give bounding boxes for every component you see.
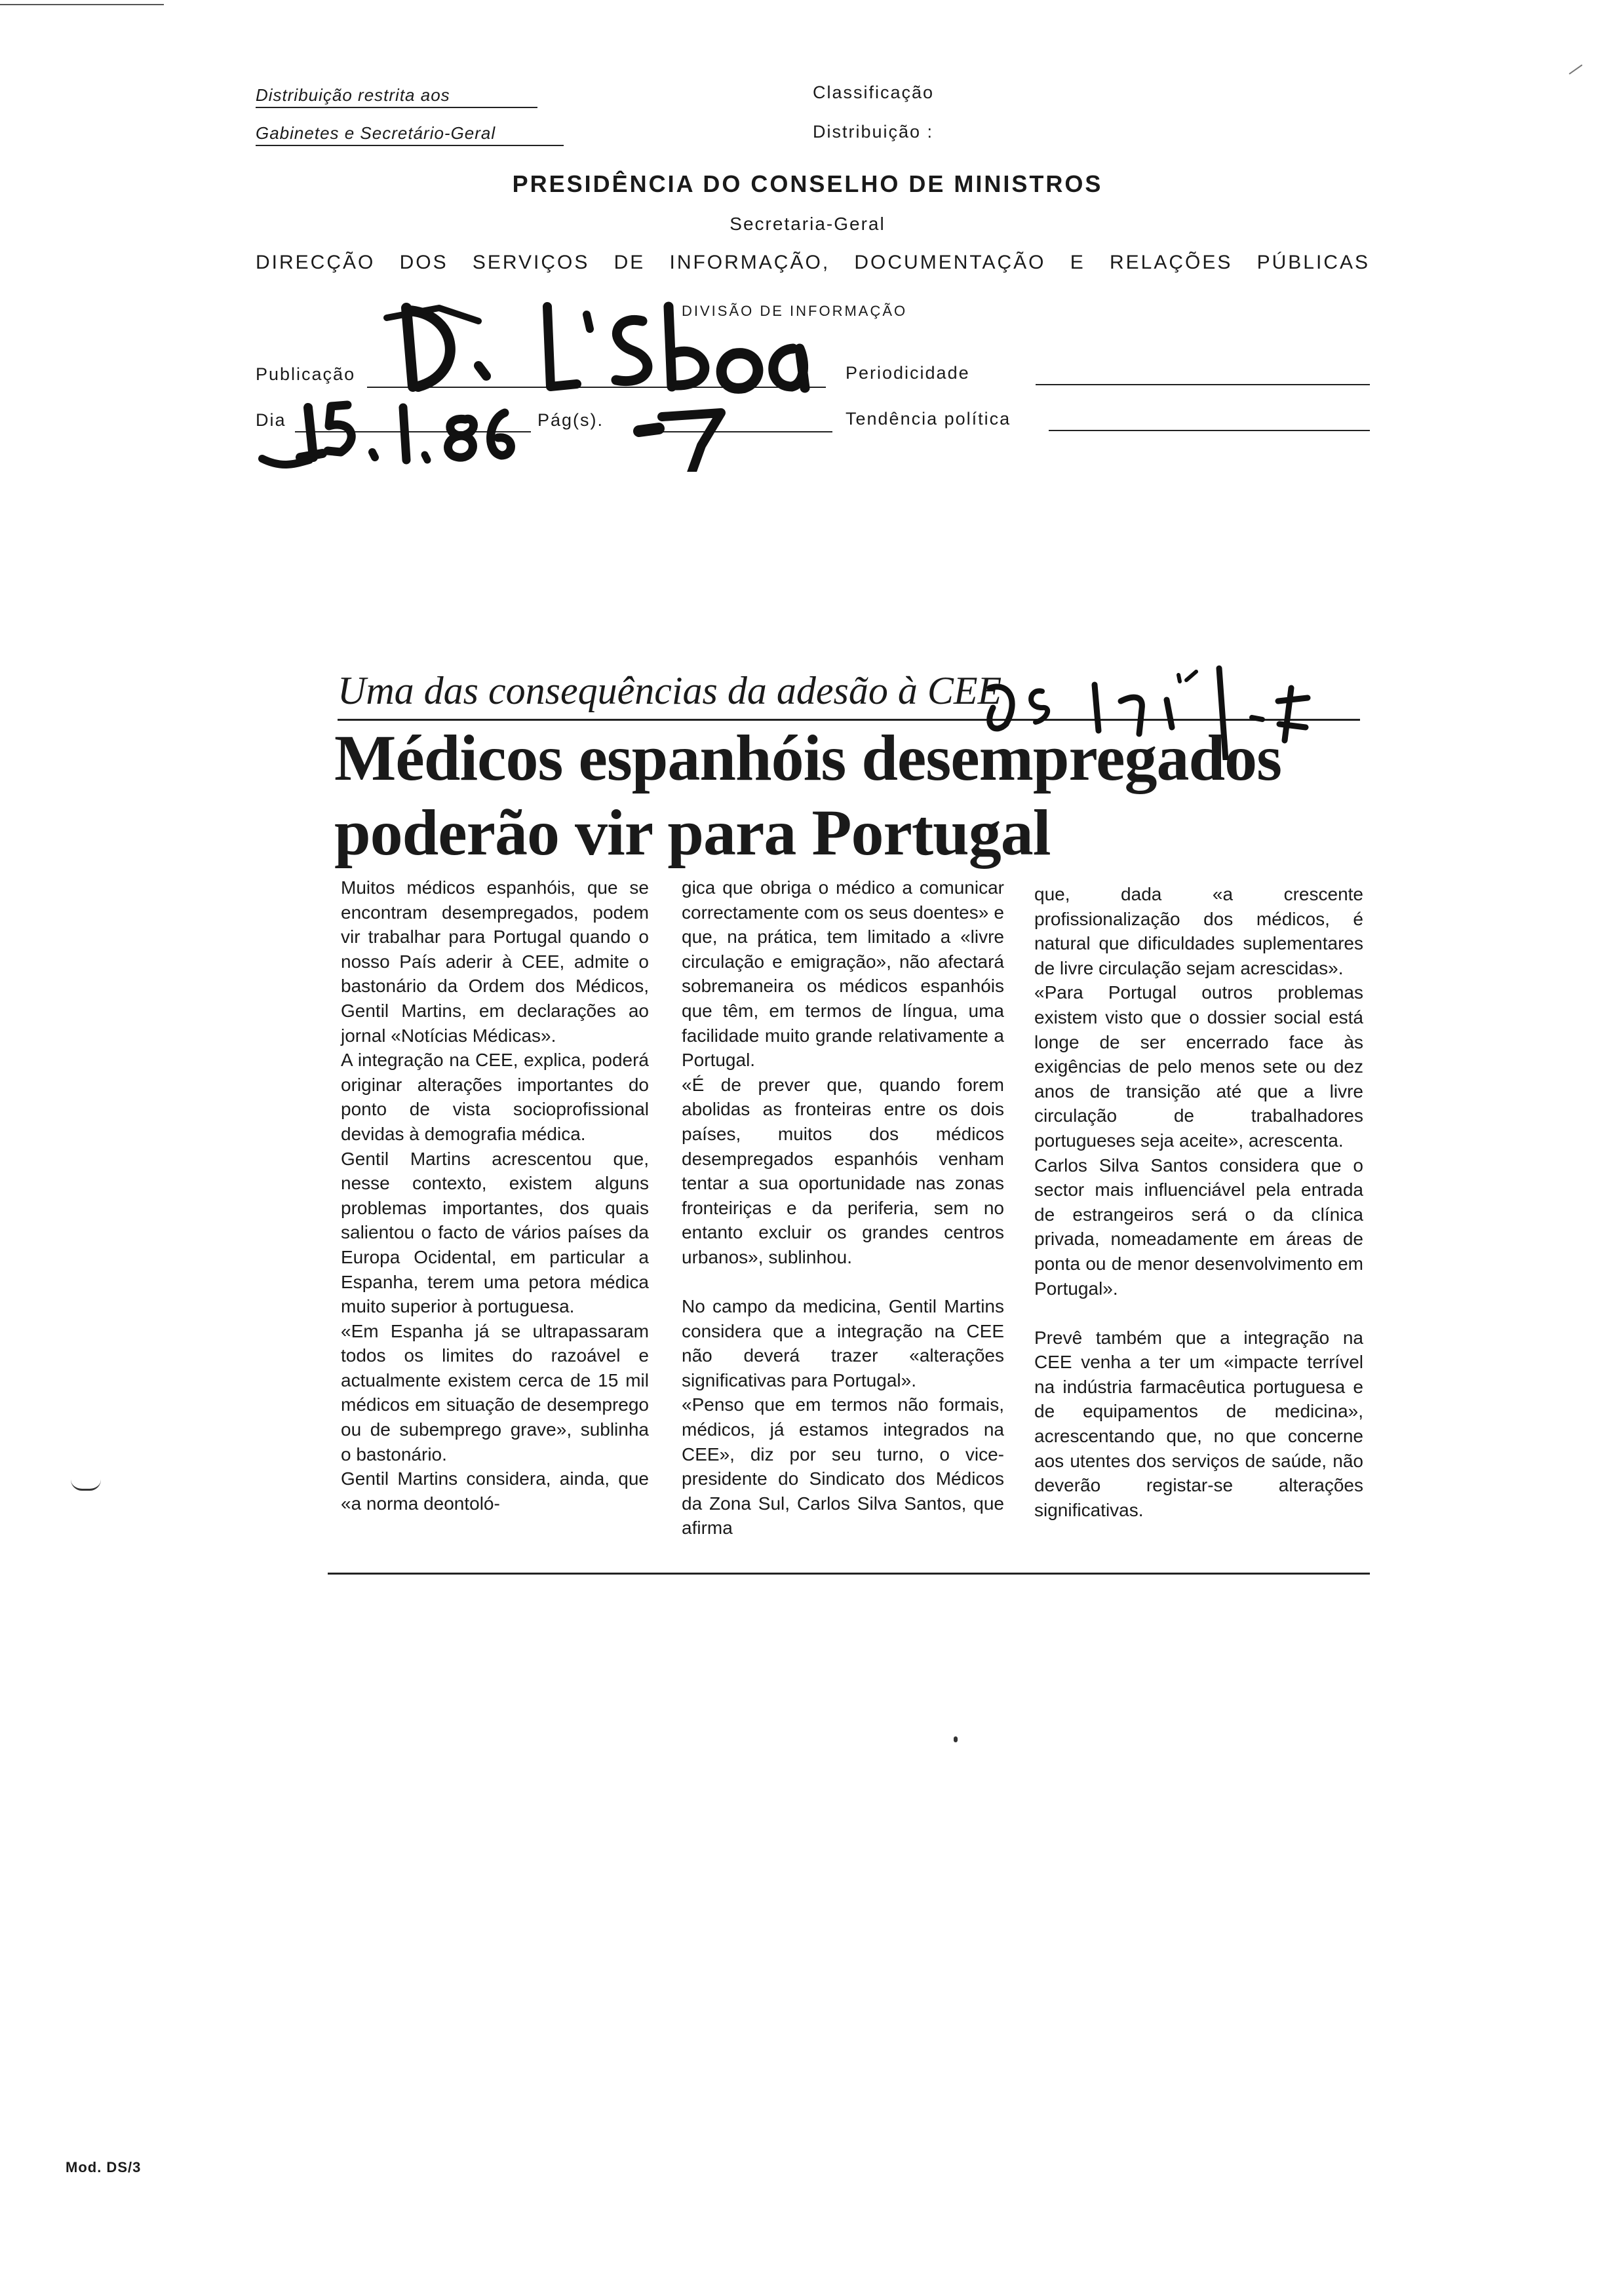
- ink-speck: [954, 1736, 958, 1742]
- headline-line-1: Médicos espanhóis desempregados: [334, 721, 1282, 794]
- distribuicao-label: Distribuição :: [813, 122, 934, 142]
- article-column-2: gica que obriga o médico a comunicar correctamente com os seus doentes» e que, na prática, tem limitado a «livre circulação e emigração», não afectará sobremaneira os médicos espanhóis que têm, em termos de língua, uma facilidade muito grande relativamente a Portugal. «É de prever que, quando forem abolidas as fronteiras entre os dois países, muitos dos médicos desempregados espanhóis venham tentar a sua oportunidade nas zonas fronteiriças e da periferia, sem no entanto excluir os grandes centros urbanos», sublinhou. No campo da medicina, Gentil Martins considera que a integração na CEE não deverá trazer «alterações significativas para Portugal». «Penso que em termos não formais, médicos, já estamos integrados na CEE», diz por seu turno, o vice-presidente do Sindicato dos Médicos da Zona Sul, Carlos Silva Santos, que afirma: [682, 877, 1004, 1539]
- handwritten-form-entries: [249, 288, 839, 472]
- article-kicker: Uma das consequências da adesão à CEE: [338, 669, 1002, 712]
- article-bottom-rule: [328, 1573, 1370, 1575]
- periodicidade-field-line: [1036, 384, 1370, 385]
- tendencia-field-line: [1049, 430, 1370, 431]
- tendencia-label: Tendência política: [846, 409, 1011, 429]
- division-title: DIVISÃO DE INFORMAÇÃO: [682, 303, 908, 319]
- directorate-title: DIRECÇÃO DOS SERVIÇOS DE INFORMAÇÃO, DOCUMENTAÇÃO E RELAÇÕES PÚBLICAS: [256, 252, 1370, 273]
- margin-punch-mark: [71, 1480, 101, 1491]
- periodicidade-label: Periodicidade: [846, 363, 970, 383]
- dia-label: Dia: [256, 410, 286, 430]
- article-column-3: que, dada «a crescente profissionalização dos médicos, é natural que dificuldades suplementares de livre circulação sejam acrescidas». «Para Portugal outros problemas existem visto que o dossier social está longe de ser encerrado face às exigências de pelo menos sete ou dez anos de transição até que a livre circulação de trabalhadores portugueses seja aceite», acrescenta. Carlos Silva Santos considera que o sector mais influenciável pela entrada de estrangeiros será o da clínica privada, nomeadamente em áreas de ponta ou de menor desenvolvimento em Portugal». Prevê também que a integração na CEE venha a ter um «impacte terrível na indústria farmacêutica portuguesa e de equipamentos de medicina», acrescentando que, no que concerne aos utentes dos serviços de saúde, não deverão registar-se alterações significativas.: [1034, 884, 1363, 1520]
- scan-corner-mark: [1569, 64, 1583, 74]
- publicacao-label: Publicação: [256, 364, 356, 384]
- classificacao-label: Classificação: [813, 83, 935, 102]
- distribution-note-line-2: Gabinetes e Secretário-Geral: [256, 123, 564, 146]
- distribution-note-line-1: Distribuição restrita aos: [256, 85, 537, 108]
- article-column-1: Muitos médicos espanhóis, que se encontram desempregados, podem vir trabalhar para Portugal quando o nosso País aderir à CEE, admite o bastonário da Ordem dos Médicos, Gentil Martins, em declarações ao jornal «Notícias Médicas». A integração na CEE, explica, poderá originar alterações importantes do ponto de vista socioprofissional devidas à demografia médica. Gentil Martins acrescentou que, nesse contexto, existem alguns problemas importantes, dos quais salientou o facto de vários países da Europa Ocidental, em particular a Espanha, terem uma petora médica muito superior à portuguesa. «Em Espanha já se ultrapassaram todos os limites do razoável e actualmente existem cerca de 15 mil médicos em situação de desemprego ou de subemprego grave», sublinha o bastonário. Gentil Martins considera, ainda, que «a norma deontoló-: [341, 877, 649, 1514]
- form-code: Mod. DS/3: [66, 2159, 142, 2175]
- scan-edge-line: [0, 4, 164, 5]
- subunit-title: Secretaria-Geral: [730, 214, 885, 234]
- headline-line-2: poderão vir para Portugal: [334, 796, 1051, 869]
- organization-title: PRESIDÊNCIA DO CONSELHO DE MINISTROS: [512, 170, 1103, 197]
- pags-label: Pág(s).: [537, 410, 604, 430]
- handwritten-margin-note: [970, 662, 1311, 760]
